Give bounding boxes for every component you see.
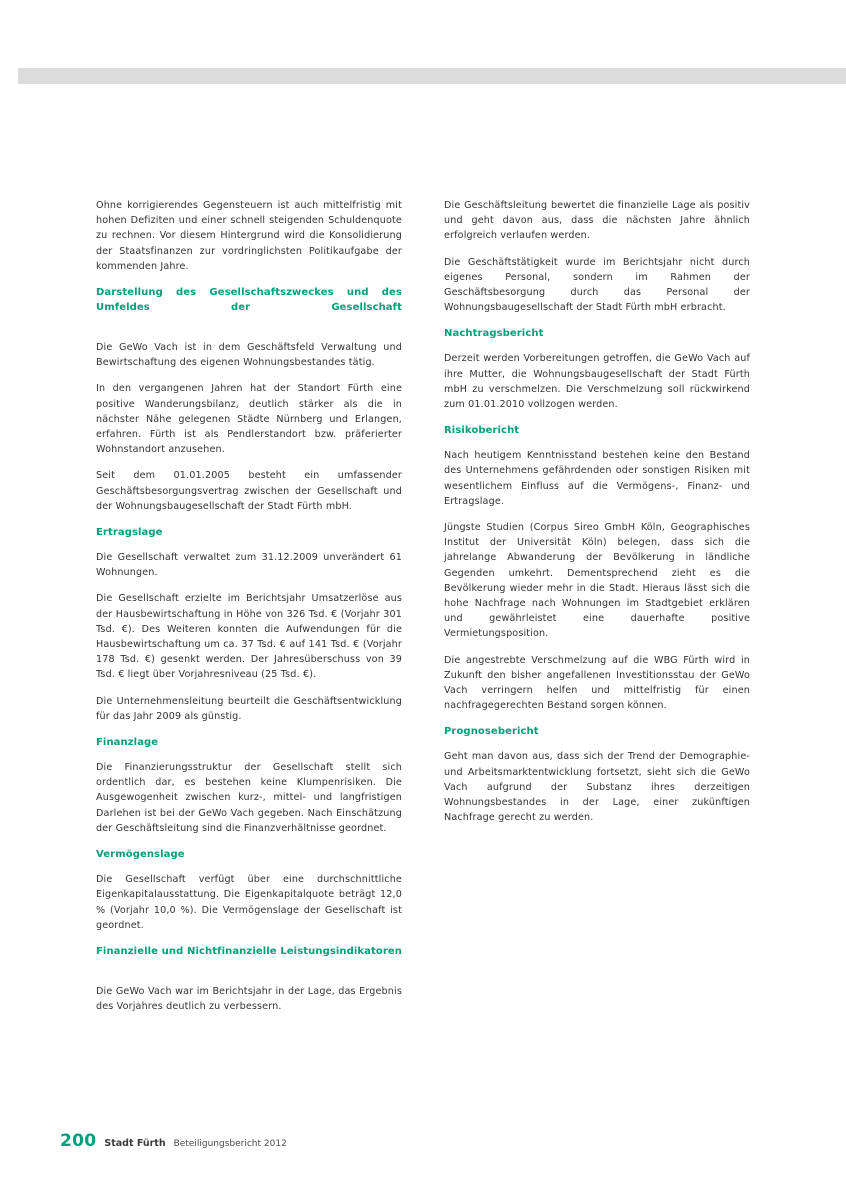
- paragraph: Die Geschäftsleitung bewertet die finanzielle Lage als positiv und geht davon aus, dass die nächsten Jahre ähnlich erfolgreich verlaufen werden.: [444, 200, 750, 242]
- paragraph: Die GeWo Vach ist in dem Geschäftsfeld Verwaltung und Bewirtschaftung des eigenen Wohnungsbestandes tätig.: [96, 342, 402, 369]
- paragraph: Die GeWo Vach war im Berichtsjahr in der Lage, das Ergebnis des Vorjahres deutlich zu verbessern.: [96, 985, 402, 1013]
- right-column: [444, 198, 750, 1025]
- footer-organization: Stadt Fürth: [104, 1138, 166, 1149]
- paragraph: Die Gesellschaft verwaltet zum 31.12.2009 unverändert 61 Wohnungen.: [96, 552, 402, 579]
- paragraph: Seit dem 01.01.2005 besteht ein umfassender Geschäftsbesorgungsvertrag zwischen der Gesellschaft und der Wohnungsbaugesellschaft der Stadt Fürth mbH.: [96, 470, 402, 512]
- paragraph: Die Finanzierungsstruktur der Gesellschaft stellt sich ordentlich dar, es bestehen keine Klumpenrisiken. Die Ausgewogenheit zwischen kurz-, mittel- und langfristigen Darlehen ist bei der GeWo Vach gegeben. Nach Einschätzung der Geschäftsleitung sind die Finanzverhältnisse geordnet.: [96, 762, 402, 834]
- paragraph: Die angestrebte Verschmelzung auf die WBG Fürth wird in Zukunft den bisher angefallenen Investitionsstau der GeWo Vach verringern helfen und mittelfristig für einen nachfragegerechten Bestand sorgen können.: [444, 654, 750, 712]
- paragraph: Die Unternehmensleitung beurteilt die Geschäftsentwicklung für das Jahr 2009 als günstig.: [96, 695, 402, 722]
- paragraph: Jüngste Studien (Corpus Sireo GmbH Köln, Geographisches Institut der Universität Köln) belegen, dass sich die jahrelange Abwanderung der Bevölkerung in ländliche Gegenden umkehrt. Dementsprechend zieht es die Bevölkerung wieder mehr in die Stadt. Hieraus lässt sich die hohe Nachfrage nach Wohnungen im Stadtgebiet erklären und gewährleistet eine dauerhafte positive Vermietungsposition.: [444, 522, 750, 640]
- section-heading: Finanzlage: [96, 737, 159, 749]
- section-heading: Finanzielle und Nichtfinanzielle Leistungsindikatoren: [96, 945, 402, 957]
- paragraph: Ohne korrigierendes Gegensteuern ist auch mittelfristig mit hohen Defiziten und einer schnell steigenden Schuldenquote zu rechnen. Vor diesem Hintergrund wird die Konsolidierung der Staatsfinanzen zur vordringlichsten Politikaufgabe der kommenden Jahre.: [96, 200, 402, 272]
- paragraph: Nach heutigem Kenntnisstand bestehen keine den Bestand des Unternehmens gefährdenden oder sonstigen Risiken mit wesentlichem Einfluss auf die Vermögens-, Finanz- und Ertragslage.: [444, 450, 750, 507]
- header-band-notch: [0, 68, 18, 84]
- page-content: [96, 198, 750, 1025]
- paragraph: Die Geschäftstätigkeit wurde im Berichtsjahr nicht durch eigenes Personal, sondern im Rahmen der Geschäftsbesorgung durch das Personal der Wohnungsbaugesellschaft der Stadt Fürth mbH erbracht.: [444, 256, 750, 314]
- footer-report-title: Beteiligungsbericht 2012: [173, 1139, 287, 1149]
- section-heading: Risikobericht: [444, 425, 520, 437]
- paragraph: In den vergangenen Jahren hat der Standort Fürth eine positive Wanderungsbilanz, deutlich stärker als die in nächster Nähe gelegenen Städte Nürnberg und Erlangen, erfahren. Fürth ist als Pendlerstandort bzw. präferierter Wohnstandort anzusehen.: [96, 383, 402, 456]
- header-band: [0, 68, 846, 84]
- paragraph: Geht man davon aus, dass sich der Trend der Demographie- und Arbeitsmarktentwicklung fortsetzt, sieht sich die GeWo Vach aufgrund der Substanz ihres derzeitigen Wohnungsbestandes in der Lage, einer zukünftigen Nachfrage gerecht zu werden.: [444, 751, 750, 824]
- left-column: [96, 198, 402, 1025]
- section-heading: Nachtragsbericht: [444, 328, 544, 340]
- section-heading: Vermögenslage: [96, 849, 185, 861]
- section-heading: Ertragslage: [96, 527, 163, 539]
- page-number: 200: [60, 1131, 97, 1151]
- section-heading: Prognosebericht: [444, 726, 539, 738]
- paragraph: Die Gesellschaft erzielte im Berichtsjahr Umsatzerlöse aus der Hausbewirtschaftung in Höhe von 326 Tsd. € (Vorjahr 301 Tsd. €). Des Weiteren konnten die Aufwendungen für die Hausbewirtschaftung um ca. 37 Tsd. € auf 141 Tsd. € (Vorjahr 178 Tsd. €) gesenkt werden. Der Jahresüberschuss von 39 Tsd. € liegt über Vorjahresniveau (25 Tsd. €).: [96, 593, 402, 681]
- paragraph: Derzeit werden Vorbereitungen getroffen, die GeWo Vach auf ihre Mutter, die Wohnungsbaugesellschaft der Stadt Fürth mbH zu verschmelzen. Die Verschmelzung soll rückwirkend zum 01.01.2010 vollzogen werden.: [444, 353, 750, 411]
- page-footer: [60, 1131, 287, 1151]
- section-heading: Darstellung des Gesellschaftszweckes und des Umfeldes der Gesellschaft: [96, 287, 402, 314]
- paragraph: Die Gesellschaft verfügt über eine durchschnittliche Eigenkapitalausstattung. Die Eigenkapitalquote beträgt 12,0 % (Vorjahr 10,0 %). Die Vermögenslage der Gesellschaft ist geordnet.: [96, 874, 402, 931]
